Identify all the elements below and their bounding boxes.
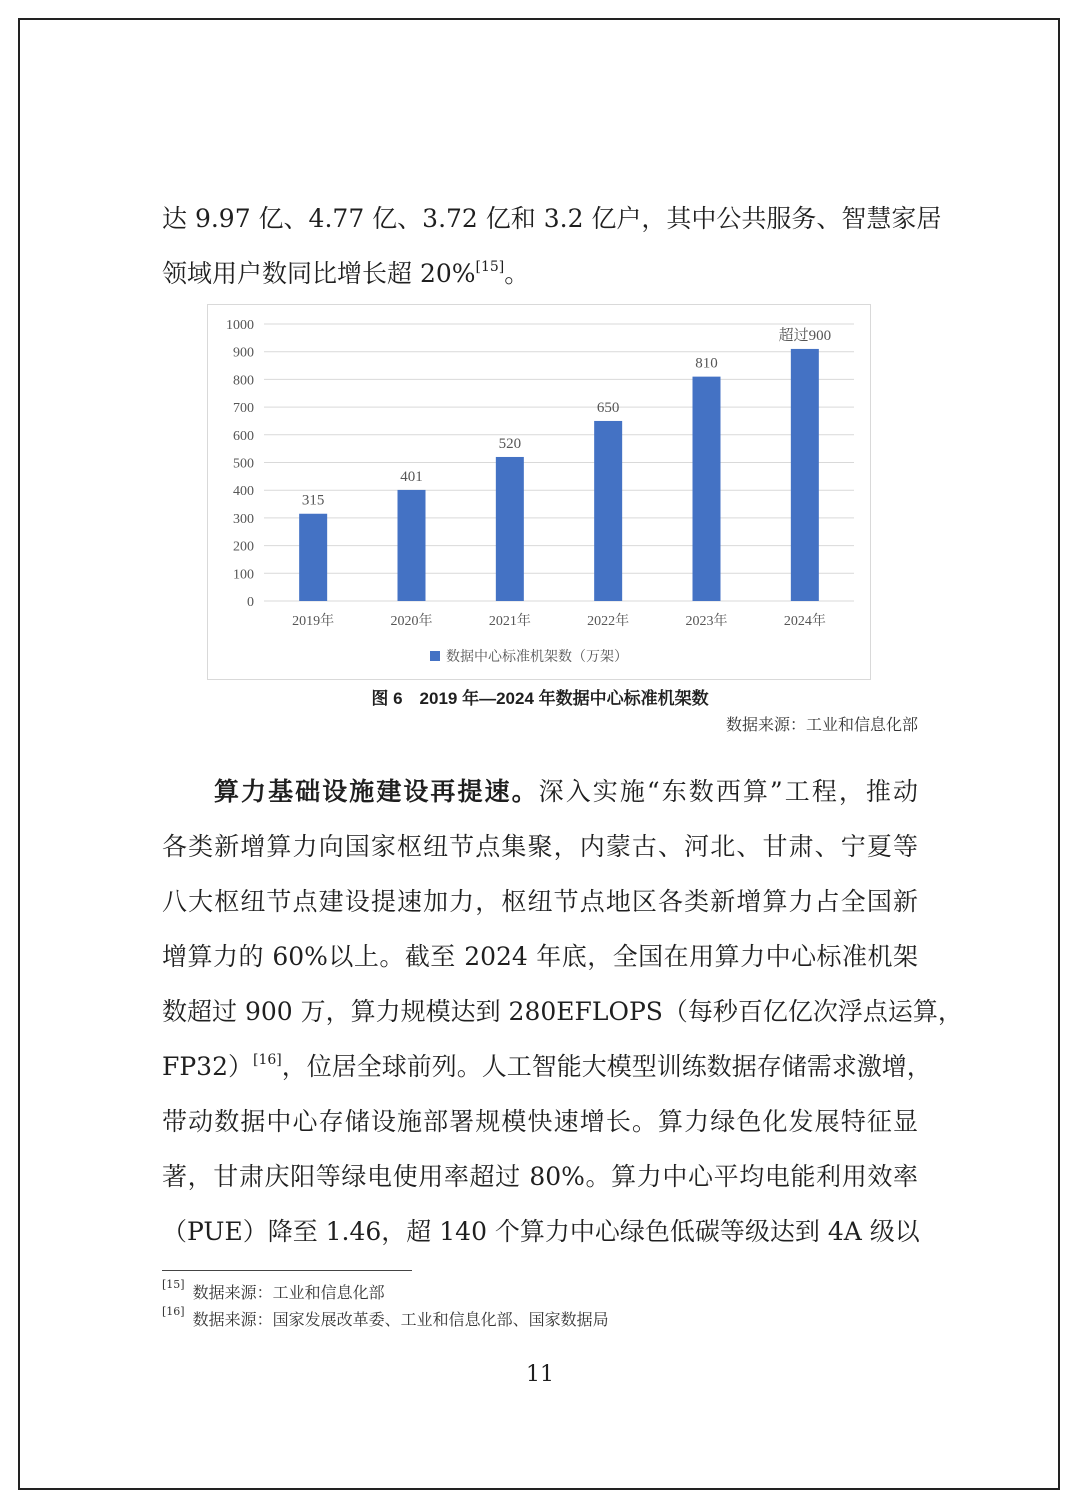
bar: [594, 421, 622, 601]
intro-line-1: 达 9.97 亿、4.77 亿、3.72 亿和 3.2 亿户，其中公共服务、智慧家居: [162, 204, 942, 233]
footnote-16-text: 数据来源：国家发展改革委、工业和信息化部、国家数据局: [192, 1310, 609, 1329]
y-tick-label: 700: [233, 401, 254, 417]
intro-line-2-text: 领域用户数同比增长超 20%: [162, 259, 476, 288]
body-line-6: [162, 1039, 932, 1094]
x-tick-label: 2020年: [390, 614, 433, 629]
bar: [791, 349, 819, 601]
footnote-ref-15[interactable]: [15]: [475, 258, 505, 275]
footnote-ref-16[interactable]: [16]: [252, 1051, 282, 1068]
figure-caption: 图 6 2019 年—2024 年数据中心标准机架数: [371, 689, 709, 708]
body-line-7: 带动数据中心存储设施部署规模快速增长。算力绿色化发展特征显: [162, 1107, 918, 1136]
body-line-9: （PUE）降至 1.46，超 140 个算力中心绿色低碳等级达到 4A 级以: [162, 1217, 920, 1246]
legend-swatch: [430, 651, 440, 661]
data-label: 650: [596, 399, 620, 416]
figure-source: 数据来源：工业和信息化部: [725, 715, 918, 734]
footnote-divider: [162, 1270, 412, 1271]
legend-label: 数据中心标准机架数（万架）: [446, 650, 628, 665]
data-label: 520: [498, 435, 522, 452]
body-line-2: 各类新增算力向国家枢纽节点集聚，内蒙古、河北、甘肃、宁夏等: [162, 832, 918, 861]
section-heading: 算力基础设施建设再提速。: [214, 777, 539, 806]
data-label: 810: [695, 355, 718, 372]
bar: [496, 457, 524, 601]
x-tick-label: 2023年: [685, 614, 728, 629]
chart-canvas: [208, 305, 872, 681]
y-tick-label: 400: [233, 484, 254, 500]
footnote-15: [162, 1277, 385, 1303]
x-tick-label: 2022年: [587, 614, 630, 629]
y-tick-label: 0: [247, 595, 254, 610]
body-line-6a: FP32）: [162, 1052, 253, 1081]
body-line-8: 著，甘肃庆阳等绿电使用率超过 80%。算力中心平均电能利用效率: [162, 1162, 918, 1191]
page-number: 11: [526, 1362, 554, 1387]
body-line-1-rest: 深入实施“东数西算”工程，推动: [538, 777, 918, 806]
body-line-1: [162, 764, 918, 819]
body-paragraph: [162, 764, 963, 1259]
x-tick-label: 2021年: [488, 614, 531, 629]
body-line-4: 增算力的 60%以上。截至 2024 年底，全国在用算力中心标准机架: [162, 942, 918, 971]
footnote-15-text: 数据来源：工业和信息化部: [192, 1283, 385, 1302]
data-label: 超过900: [778, 327, 832, 344]
y-tick-label: 600: [233, 428, 254, 444]
y-tick-label: 800: [233, 373, 254, 389]
x-tick-label: 2024年: [783, 614, 826, 629]
footnote-15-ref: [15]: [162, 1277, 185, 1291]
y-tick-label: 900: [233, 345, 254, 361]
intro-paragraph: [162, 191, 942, 301]
bar: [693, 377, 721, 601]
y-tick-label: 500: [233, 456, 254, 472]
y-tick-label: 100: [233, 567, 254, 583]
bar: [299, 514, 327, 601]
body-line-6b: ，位居全球前列。人工智能大模型训练数据存储需求激增，: [281, 1052, 932, 1081]
intro-line-2: [162, 246, 918, 301]
data-label: 315: [301, 492, 325, 509]
y-tick-label: 200: [233, 539, 254, 555]
x-tick-label: 2019年: [292, 614, 335, 629]
footnote-16: [162, 1304, 609, 1330]
body-line-5: 数超过 900 万，算力规模达到 280EFLOPS（每秒百亿亿次浮点运算，: [162, 997, 963, 1026]
footnote-16-ref: [16]: [162, 1304, 185, 1318]
intro-line-2-end: 。: [504, 259, 530, 288]
bar: [398, 490, 426, 601]
body-line-3: 八大枢纽节点建设提速加力，枢纽节点地区各类新增算力占全国新: [162, 887, 918, 916]
data-label: 401: [400, 468, 423, 485]
y-tick-label: 300: [233, 511, 254, 527]
bar-chart: [207, 304, 871, 680]
y-tick-label: 1000: [226, 318, 254, 333]
